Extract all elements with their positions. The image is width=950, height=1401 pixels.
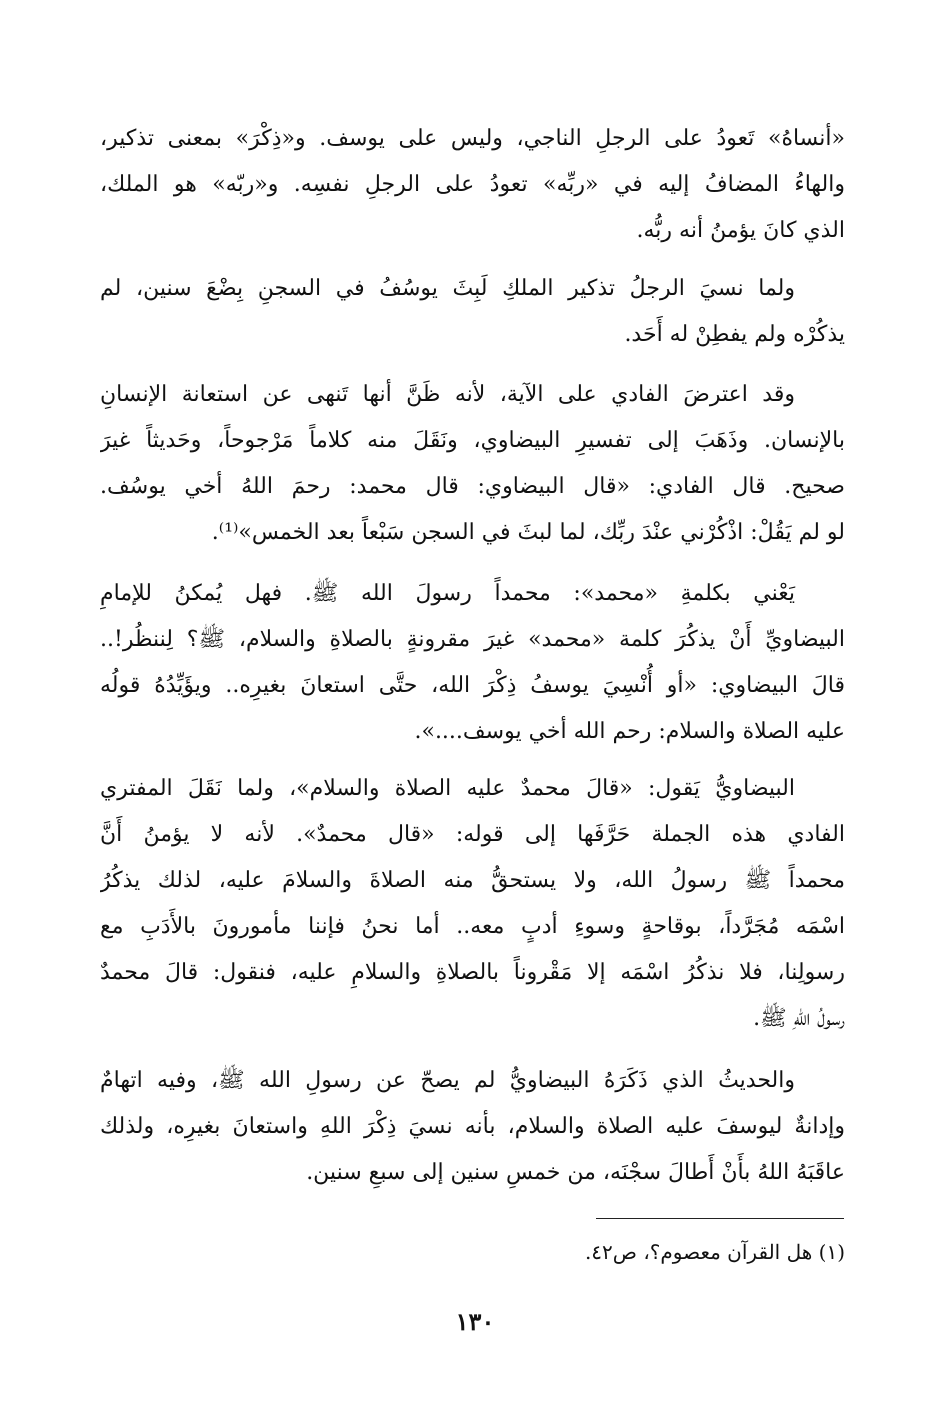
text-line: محمداً ﷺ رسولُ الله، ولا يستحقُّ منه الصلاةَ والسلامَ عليه، لذلك يذكُرُ	[100, 868, 845, 893]
text-line: عاقَبَهُ اللهُ بأَنْ أَطالَ سجْنَه، من خمسِ سنين إلى سبعِ سنين.	[306, 1160, 845, 1185]
text-line: اسْمَه مُجَرَّداً، بوقاحةٍ وسوءِ أدبٍ معه.. أما نحنُ فإننا مأمورونَ بالأَدَبِ مع	[100, 914, 845, 939]
text-line: «أنساهُ» تَعودُ على الرجلِ الناجي، وليس على يوسف. و«ذِكْرَ» بمعنى تذكير،	[100, 126, 845, 151]
text-line: رسولُ اللهِ ﷺ.	[753, 1006, 845, 1031]
footnote-divider	[596, 1218, 844, 1219]
text-line: الفادي هذه الجملة حَرَّفَها إلى قوله: «قال محمدٌ». لأنه لا يؤمنُ أَنَّ	[100, 822, 845, 847]
text-line: قالَ البيضاوي: «أو أُنْسِيَ يوسفُ ذِكْرَ الله، حتَّى استعانَ بغيرِه.. ويؤَيِّدُهُ قولُه	[100, 673, 845, 698]
paragraph-6	[100, 1058, 845, 1196]
paragraph-3	[100, 372, 845, 556]
paragraph-1	[100, 116, 845, 254]
text-line: الذي كانَ يؤمنُ أنه ربُّه.	[636, 218, 845, 243]
text-line: رسولِنا، فلا نذكُرُ اسْمَه إلا مَقْروناً بالصلاةِ والسلامِ عليه، فنقول: قالَ محمدٌ	[100, 960, 845, 985]
text-line: ولما نسيَ الرجلُ تذكير الملكِ لَبِثَ يوسُفُ في السجنِ بِضْعَ سنين، لم	[100, 276, 795, 301]
text-line: والهاءُ المضافُ إليه في «ربِّه» تعودُ على الرجلِ نفسِه. و«ربّه» هو الملك،	[100, 172, 845, 197]
text-line: بالإنسان. وذَهَبَ إلى تفسيرِ البيضاوي، ونَقَلَ منه كلاماً مَرْجوحاً، وحَديثاً غيرَ	[100, 428, 845, 453]
text-line: وإدانةٌ ليوسفَ عليه الصلاة والسلام، بأنه نسيَ ذِكْرَ اللهِ واستعانَ بغيرِه، ولذلك	[100, 1114, 845, 1139]
paragraph-5	[100, 766, 845, 1042]
text-line: والحديثُ الذي ذَكَرَهُ البيضاويُّ لم يصحّ عن رسولِ الله ﷺ، وفيه اتهامٌ	[100, 1068, 795, 1093]
paragraph-2	[100, 266, 845, 358]
paragraph-4	[100, 571, 845, 755]
text-line: يَعْني بكلمةِ «محمد»: محمداً رسولَ الله ﷺ. فهل يُمكنُ للإمامِ	[100, 581, 795, 606]
text-line: عليه الصلاة والسلام: رحم الله أخي يوسف....».	[414, 719, 845, 744]
text-line: البيضاويُّ يَقول: «قالَ محمدٌ عليه الصلاة والسلام»، ولما نَقَلَ المفتري	[100, 776, 795, 801]
text-line: لو لم يَقُلْ: اذْكُرْني عنْدَ ربِّك، لما لبثَ في السجن سَبْعاً بعد الخمس»⁽¹⁾.	[211, 520, 845, 545]
text-line: يذكُرْه ولم يفطِنْ له أَحَد.	[624, 322, 845, 347]
text-line: صحيح. قال الفادي: «قال البيضاوي: قال محمد: رحمَ اللهُ أخي يوسُف.	[100, 474, 845, 499]
page-number: ١٣٠	[455, 1307, 495, 1336]
text-line: وقد اعترضَ الفادي على الآية، لأنه ظَنَّ أنها تَنهى عن استعانة الإنسانِ	[100, 382, 795, 407]
footnote: (١) هل القرآن معصوم؟، ص٤٢.	[584, 1240, 845, 1264]
text-line: البيضاويِّ أَنْ يذكُرَ كلمة «محمد» غيرَ مقرونةٍ بالصلاةِ والسلام، ﷺ؟ لِننظُر!..	[100, 627, 845, 652]
